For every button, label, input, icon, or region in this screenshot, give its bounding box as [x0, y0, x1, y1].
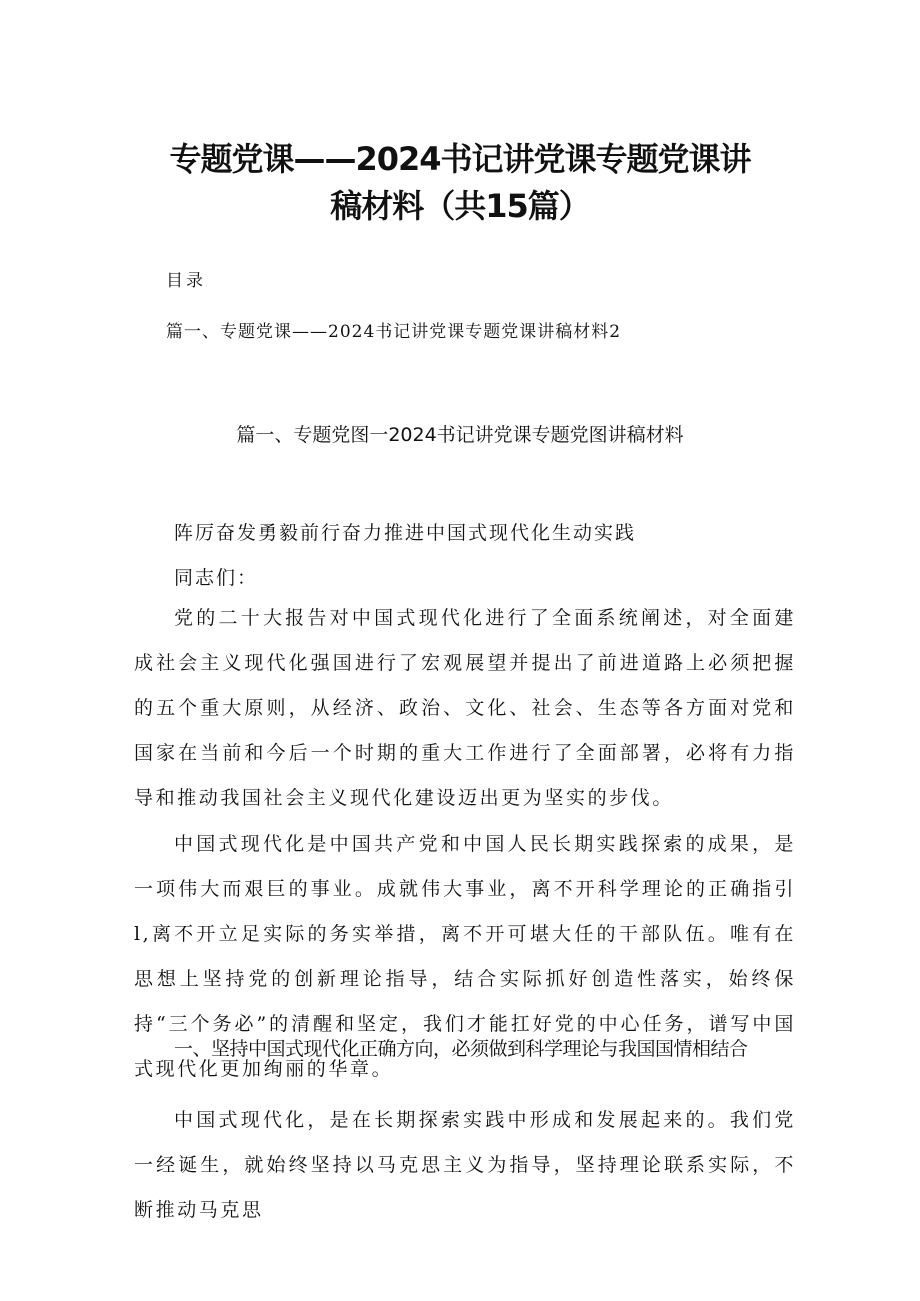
section-title: 篇一、专题党图一2024书记讲党课专题党图讲稿材料: [236, 424, 684, 446]
toc-entry[interactable]: 篇一、专题党课——2024书记讲党课专题党课讲稿材料2: [166, 322, 622, 342]
paragraph-1: 党的二十大报告对中国式现代化进行了全面系统阐述，对全面建成社会主义现代化强国进行了宏观展望并提出了前进道路上必须把握的五个重大原则，从经济、政治、文化、社会、生态等各方面对党和国家在当前和今后一个时期的重大工作进行了全面部署，必将有力指导和推动我国社会主义现代化建设迈出更为坚实的步伐。: [134, 607, 796, 809]
document-title-line-1: 专题党课——2024书记讲党课专题党课讲: [169, 140, 751, 178]
toc-heading: 目录: [166, 271, 206, 291]
document-title-line-2: 稿材料（共15篇）: [330, 187, 590, 225]
section-heading-1: 一、坚持中国式现代化正确方向，必须做到科学理论与我国国情相结合: [174, 1038, 748, 1060]
greeting: 同志们：: [174, 567, 259, 589]
paragraph-3: 中国式现代化，是在长期探索实践中形成和发展起来的。我们党一经诞生，就始终坚持以马克思主义为指导，坚持理论联系实际，不断推动马克思: [134, 1109, 796, 1221]
speech-subtitle: 阵厉奋发勇毅前行奋力推进中国式现代化生动实践: [174, 522, 637, 544]
paragraph-2: 中国式现代化是中国共产党和中国人民长期实践探索的成果，是一项伟大而艰巨的事业。成就伟大事业，离不开科学理论的正确指引l,离不开立足实际的务实举措，离不开可堪大任的干部队伍。唯有在思想上坚持党的创新理论指导，结合实际抓好创造性落实，始终保持“三个务必”的清醒和坚定，我们才能扛好党的中心任务，谱写中国式现代化更加绚丽的华章。: [134, 833, 796, 1080]
